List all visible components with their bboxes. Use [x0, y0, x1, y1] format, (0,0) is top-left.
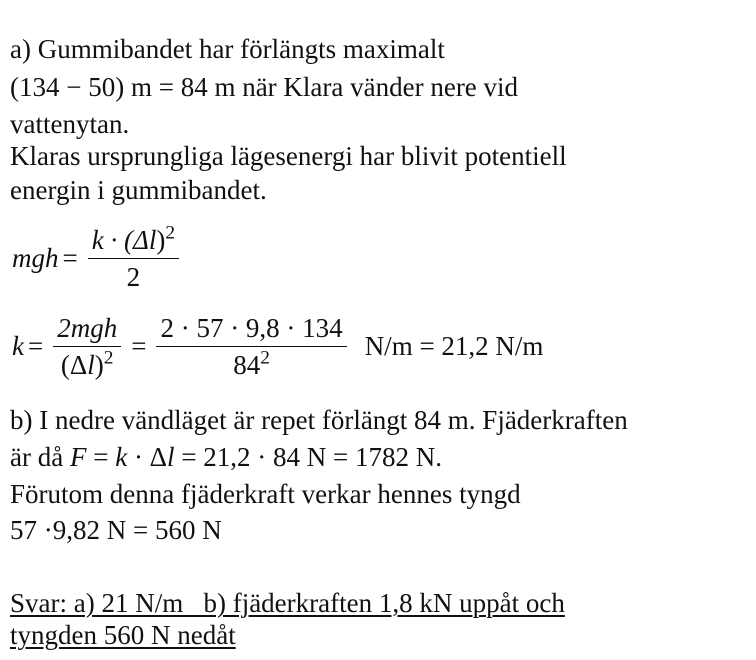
- eq2-f2-den-exponent: 2: [260, 347, 270, 369]
- part-b-k-symbol: k: [115, 442, 128, 472]
- eq2-result: N/m = 21,2 N/m: [364, 331, 544, 361]
- part-a-line-3: vattenytan.: [10, 109, 130, 139]
- eq2-f1-denominator: [57, 347, 118, 383]
- eq2-fraction-1: [53, 310, 121, 383]
- part-b-line-2: [10, 441, 442, 473]
- eq2-equals-1: =: [27, 331, 44, 361]
- eq2-f1-den-prefix: (Δ: [60, 350, 88, 380]
- part-b-line-3: Förutom denna fjäderkraft verkar hennes tyngd: [10, 479, 521, 509]
- eq2-f1-den-exponent: 2: [103, 347, 114, 369]
- eq1-equals: =: [62, 243, 78, 273]
- eq2-lhs: k: [12, 331, 24, 361]
- part-a-line-4: Klaras ursprungliga lägesenergi har blivit potentiell: [10, 141, 567, 171]
- part-a-line-2: (134 − 50) m = 84 m när Klara vänder nere vid: [10, 72, 519, 102]
- eq1-num-var: l: [148, 225, 157, 255]
- eq2-equals-2: =: [131, 331, 147, 361]
- part-b-equals: =: [86, 442, 116, 472]
- equation-spring-constant: [12, 310, 547, 383]
- eq1-numerator: [88, 222, 179, 258]
- eq2-f1-den-suffix: ): [94, 350, 104, 380]
- eq2-f2-numerator: 2 · 57 · 9,8 · 134: [160, 313, 343, 343]
- eq2-f1-numerator: 2mgh: [57, 313, 118, 343]
- part-b-line-2-prefix: är då: [10, 442, 70, 472]
- eq2-fraction-2: [156, 310, 346, 383]
- eq1-denominator: 2: [126, 262, 141, 292]
- part-a-line-1: a) Gummibandet har förlängts maximalt: [10, 34, 445, 64]
- eq1-lhs: mgh: [12, 243, 59, 273]
- part-a-line-5: energin i gummibandet.: [10, 175, 267, 205]
- part-b-l-symbol: l: [167, 442, 175, 472]
- part-b-delta: · Δ: [127, 442, 168, 472]
- answer-line-1: Svar: a) 21 N/m b) fjäderkraften 1,8 kN uppåt och: [10, 588, 565, 618]
- part-b-line-4: 57 ·9,82 N = 560 N: [10, 515, 222, 545]
- equation-energy: [12, 222, 185, 295]
- eq1-num-prefix: k · (Δ: [91, 225, 149, 255]
- eq2-f2-denominator: [229, 347, 274, 383]
- part-b-line-1: b) I nedre vändläget är repet förlängt 84 m. Fjäderkraften: [10, 405, 628, 435]
- eq2-f2-den-base: 84: [233, 350, 261, 380]
- eq2-f1-den-var: l: [87, 350, 95, 380]
- eq1-num-suffix: ): [156, 225, 166, 255]
- eq1-num-exponent: 2: [165, 222, 176, 244]
- part-b-force-symbol: F: [69, 442, 87, 472]
- eq1-fraction: [88, 222, 179, 295]
- answer-line-2: tyngden 560 N nedåt: [10, 620, 236, 650]
- part-b-line-2-rest: = 21,2 · 84 N = 1782 N.: [174, 442, 443, 472]
